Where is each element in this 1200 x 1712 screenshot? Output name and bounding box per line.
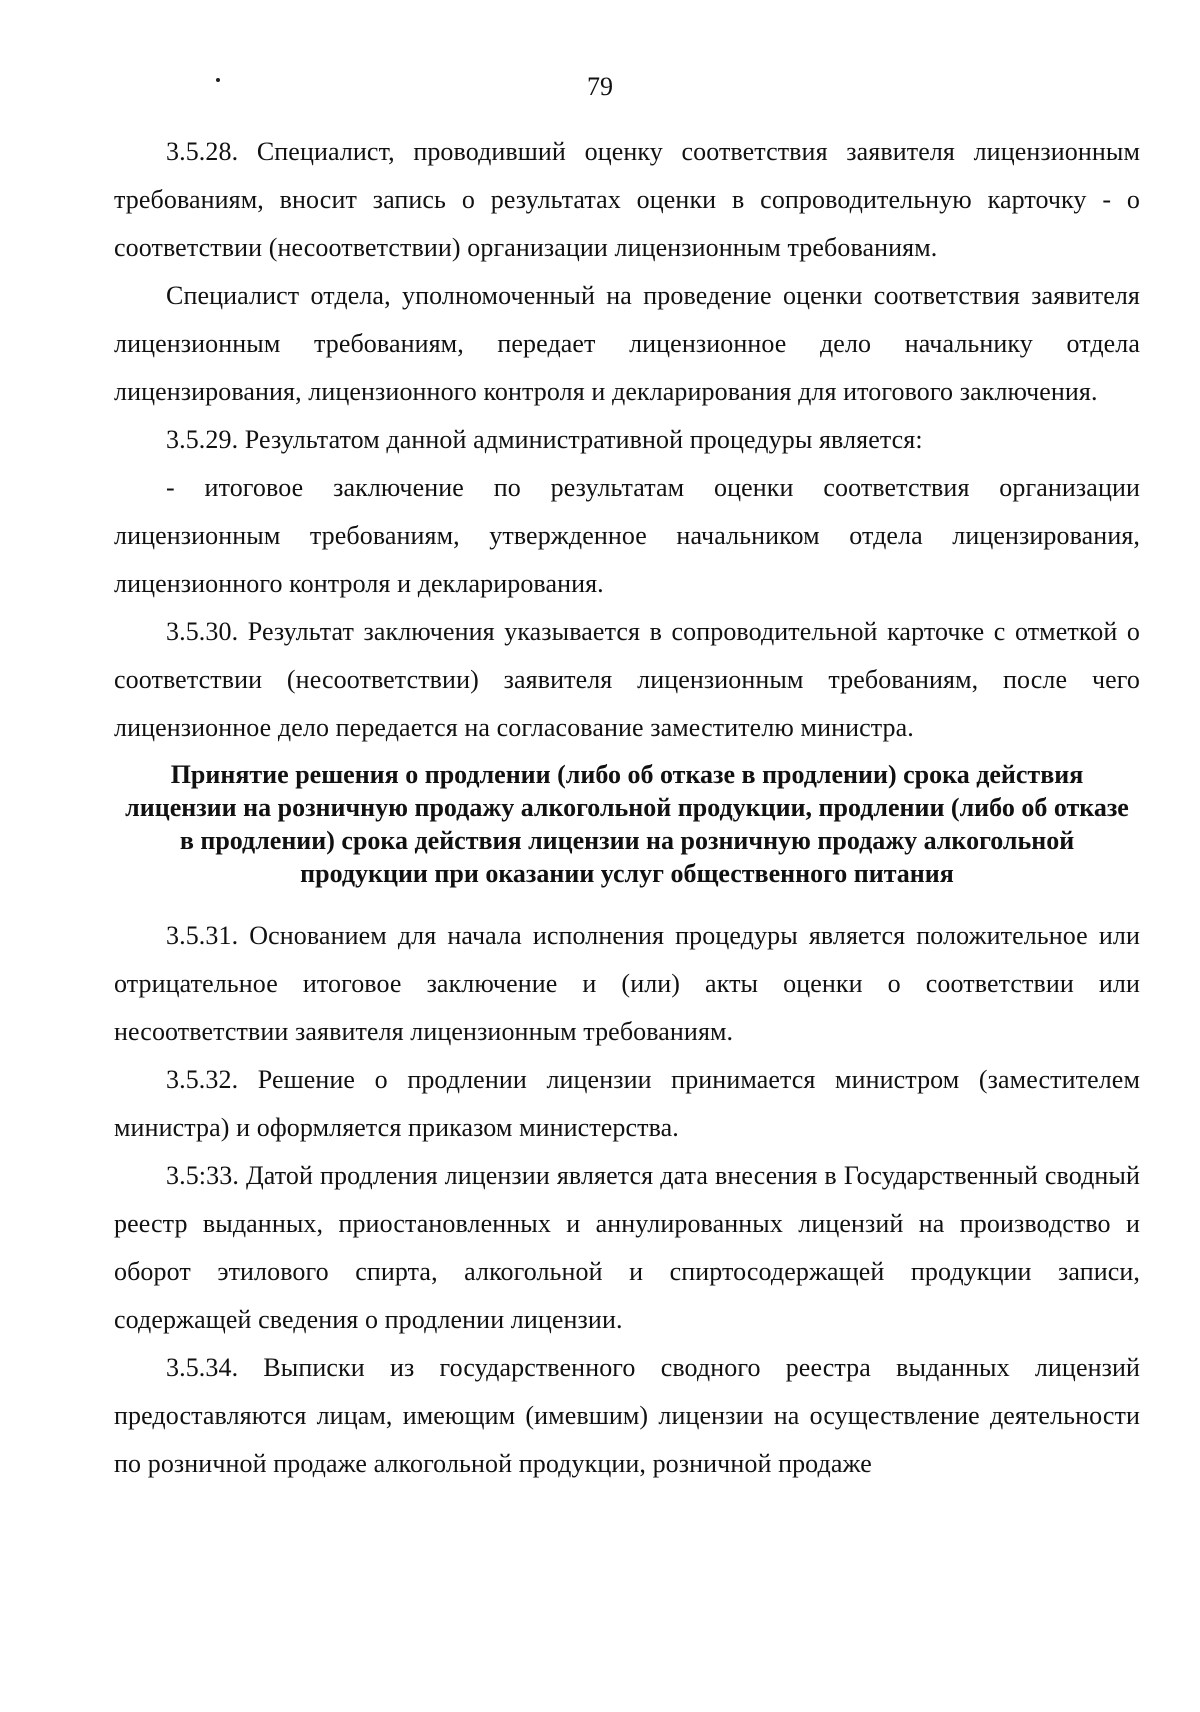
document-body bbox=[114, 128, 1140, 1488]
section-heading: Принятие решения о продлении (либо об отказе в продлении) срока действия лицензии на розничную продажу алкогольной продукции, продлении (либо об отказе в продлении) срока действия лицензии на розничную продажу алкогольной продукции при оказании услуг общественного питания bbox=[125, 760, 1129, 888]
paragraph-3-5-29: 3.5.29. Результатом данной административной процедуры является: bbox=[166, 425, 923, 454]
paragraph-3-5-34: 3.5.34. Выписки из государственного сводного реестра выданных лицензий предоставляются лицам, имеющим (имевшим) лицензии на осуществление деятельности по розничной продаже алкогольной продукции, розничной продаже bbox=[114, 1353, 1140, 1478]
paragraph-3-5-30: 3.5.30. Результат заключения указывается в сопроводительной карточке с отметкой о соответствии (несоответствии) заявителя лицензионным требованиям, после чего лицензионное дело передается на согласование заместителю министра. bbox=[114, 617, 1140, 742]
page-number: 79 bbox=[587, 72, 613, 101]
paragraph-3-5-32: 3.5.32. Решение о продлении лицензии принимается министром (заместителем министра) и оформляется приказом министерства. bbox=[114, 1065, 1140, 1142]
paragraph-3-5-28: 3.5.28. Специалист, проводивший оценку соответствия заявителя лицензионным требованиям, вносит запись о результатах оценки в сопроводительную карточку - о соответствии (несоответствии) организации лицензионным требованиям. bbox=[114, 137, 1140, 262]
paragraph-3-5-31: 3.5.31. Основанием для начала исполнения процедуры является положительное или отрицательное итоговое заключение и (или) акты оценки о соответствии или несоответствии заявителя лицензионным требованиям. bbox=[114, 921, 1140, 1046]
paragraph-3-5-33: 3.5:33. Датой продления лицензии является дата внесения в Государственный сводный реестр выданных, приостановленных и аннулированных лицензий на производство и оборот этилового спирта, алкогольной и спиртосодержащей продукции записи, содержащей сведения о продлении лицензии. bbox=[114, 1161, 1140, 1334]
paragraph-final-conclusion: - итоговое заключение по результатам оценки соответствия организации лицензионным требованиям, утвержденное начальником отдела лицензирования, лицензионного контроля и декларирования. bbox=[114, 473, 1140, 598]
paragraph-specialist-transfer: Специалист отдела, уполномоченный на проведение оценки соответствия заявителя лицензионным требованиям, передает лицензионное дело начальнику отдела лицензирования, лицензионного контроля и декларирования для итогового заключения. bbox=[114, 281, 1140, 406]
